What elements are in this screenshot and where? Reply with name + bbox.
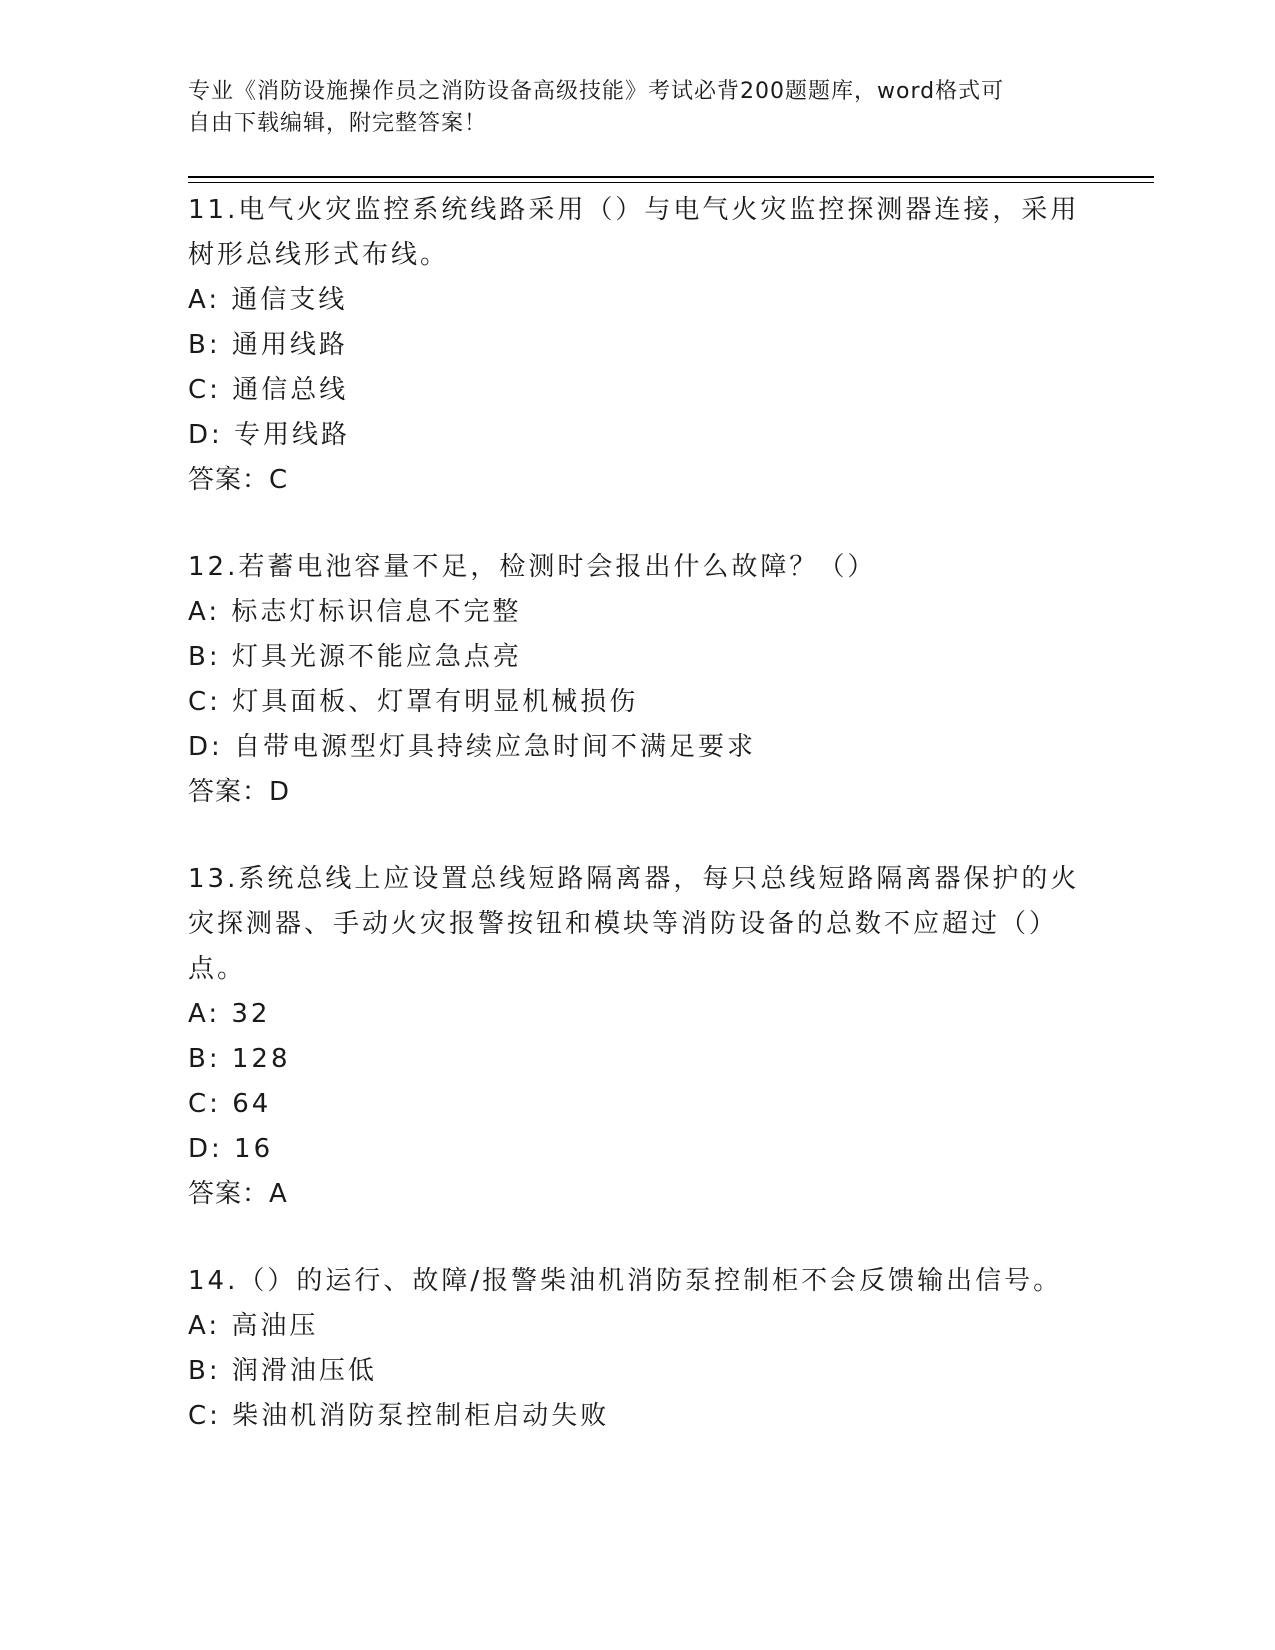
option-a [188,590,1088,635]
option-text: 128 [231,1044,291,1074]
option-label: B: [188,1356,221,1386]
header-divider-thick [188,176,1154,178]
header-divider-thin [188,182,1154,183]
question-stem: 系统总线上应设置总线短路隔离器，每只总线短路隔离器保护的火灾探测器、手动火灾报警按钮和模块等消防设备的总数不应超过（）点。 [188,864,1080,984]
answer-line [188,1172,1088,1217]
question-14 [188,1259,1088,1439]
option-text: 灯具面板、灯罩有明显机械损伤 [232,687,639,717]
option-text: 灯具光源不能应急点亮 [231,642,522,672]
question-text [188,857,1088,992]
question-text [188,188,1088,278]
question-stem: 若蓄电池容量不足，检测时会报出什么故障？（） [238,552,877,582]
option-text: 32 [231,999,271,1029]
question-number: 11. [188,195,239,225]
option-text: 专用线路 [234,420,351,450]
option-label: A: [188,285,221,315]
question-11 [188,188,1088,503]
option-text: 自带电源型灯具持续应急时间不满足要求 [234,732,757,762]
option-text: 64 [232,1089,272,1119]
option-label: D: [188,732,223,762]
option-label: C: [188,1089,221,1119]
question-stem: 电气火灾监控系统线路采用（）与电气火灾监控探测器连接，采用树形总线形式布线。 [188,195,1080,270]
option-b [188,323,1088,368]
option-label: C: [188,687,221,717]
option-text: 16 [234,1134,274,1164]
option-label: D: [188,1134,223,1164]
question-stem: （）的运行、故障/报警柴油机消防泵控制柜不会反馈输出信号。 [238,1266,1063,1296]
option-text: 柴油机消防泵控制柜启动失败 [232,1401,610,1431]
answer-value: D [269,777,291,807]
question-13 [188,857,1088,1217]
document-header [188,76,1088,140]
option-label: A: [188,597,221,627]
option-b [188,1037,1088,1082]
answer-label: 答案： [188,465,270,495]
question-number: 12. [188,552,239,582]
option-c [188,1082,1088,1127]
option-label: D: [188,420,223,450]
option-label: A: [188,999,221,1029]
question-number: 14. [188,1266,239,1296]
option-a [188,992,1088,1037]
option-label: C: [188,375,221,405]
option-text: 高油压 [231,1311,319,1341]
option-d [188,413,1088,458]
option-b [188,1349,1088,1394]
header-line-1: 专业《消防设施操作员之消防设备高级技能》考试必背200题题库，word格式可 [188,79,1005,104]
answer-value: C [269,465,289,495]
question-list [188,188,1088,1481]
option-label: A: [188,1311,221,1341]
option-c [188,368,1088,413]
option-text: 通信总线 [232,375,349,405]
option-label: B: [188,1044,221,1074]
option-a [188,278,1088,323]
answer-line [188,458,1088,503]
answer-label: 答案： [188,1179,270,1209]
option-text: 通信支线 [231,285,348,315]
option-c [188,1394,1088,1439]
option-text: 标志灯标识信息不完整 [231,597,522,627]
option-label: B: [188,642,221,672]
question-text [188,1259,1088,1304]
option-c [188,680,1088,725]
option-b [188,635,1088,680]
option-text: 通用线路 [231,330,348,360]
option-d [188,1127,1088,1172]
option-a [188,1304,1088,1349]
option-label: B: [188,330,221,360]
header-line-2: 自由下载编辑，附完整答案！ [188,111,488,136]
answer-value: A [269,1179,288,1209]
answer-line [188,770,1088,815]
question-text [188,545,1088,590]
option-label: C: [188,1401,221,1431]
answer-label: 答案： [188,777,270,807]
option-d [188,725,1088,770]
question-12 [188,545,1088,815]
question-number: 13. [188,864,239,894]
option-text: 润滑油压低 [231,1356,377,1386]
